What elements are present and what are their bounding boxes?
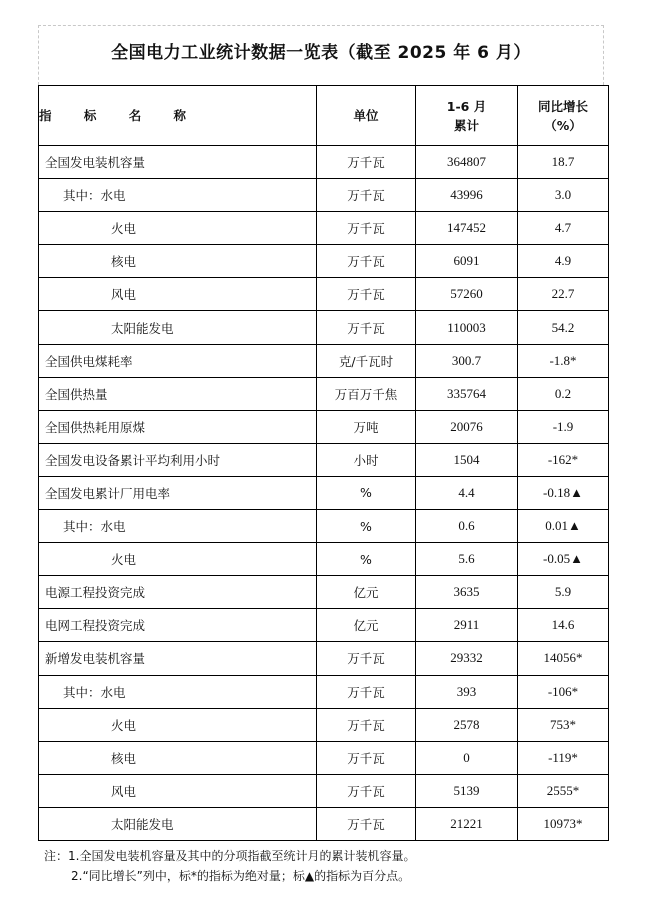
unit-cell: 万千瓦 — [317, 278, 416, 311]
unit-cell: 万千瓦 — [317, 741, 416, 774]
yoy-growth-cell: 22.7 — [518, 278, 609, 311]
indicator-name-cell: 电网工程投资完成 — [39, 609, 317, 642]
unit-cell: 万千瓦 — [317, 179, 416, 212]
cumulative-value-cell: 6091 — [416, 245, 518, 278]
unit-cell: % — [317, 543, 416, 576]
yoy-growth-cell: -0.18▲ — [518, 476, 609, 509]
yoy-growth-cell: -106* — [518, 675, 609, 708]
table-row — [39, 212, 609, 245]
table-row — [39, 510, 609, 543]
yoy-growth-cell: 54.2 — [518, 311, 609, 344]
table-body — [39, 146, 609, 841]
table-header-row — [39, 86, 609, 146]
table-row — [39, 642, 609, 675]
cumulative-value-cell: 364807 — [416, 146, 518, 179]
indicator-name-cell: 新增发电装机容量 — [39, 642, 317, 675]
yoy-growth-cell: -1.9 — [518, 410, 609, 443]
cumulative-value-cell: 393 — [416, 675, 518, 708]
indicator-name-cell: 太阳能发电 — [39, 807, 317, 840]
unit-cell: 万千瓦 — [317, 146, 416, 179]
yoy-growth-cell: 2555* — [518, 774, 609, 807]
indicator-name-cell: 火电 — [39, 543, 317, 576]
unit-cell: % — [317, 476, 416, 509]
yoy-growth-cell: -1.8* — [518, 344, 609, 377]
yoy-growth-cell: 0.01▲ — [518, 510, 609, 543]
yoy-growth-cell: 14.6 — [518, 609, 609, 642]
indicator-name-cell: 太阳能发电 — [39, 311, 317, 344]
indicator-name-cell: 电源工程投资完成 — [39, 576, 317, 609]
cumulative-value-cell: 147452 — [416, 212, 518, 245]
yoy-growth-cell: 0.2 — [518, 377, 609, 410]
cumulative-value-cell: 5.6 — [416, 543, 518, 576]
table-row — [39, 344, 609, 377]
table-row — [39, 377, 609, 410]
cumulative-value-cell: 2911 — [416, 609, 518, 642]
unit-cell: 万千瓦 — [317, 807, 416, 840]
header-unit: 单位 — [317, 86, 416, 146]
cumulative-value-cell: 29332 — [416, 642, 518, 675]
table-row — [39, 741, 609, 774]
cumulative-value-cell: 20076 — [416, 410, 518, 443]
footnote-1: 注：1.全国发电装机容量及其中的分项指截至统计月的累计装机容量。 — [44, 849, 416, 863]
table-row — [39, 311, 609, 344]
yoy-growth-cell: 10973* — [518, 807, 609, 840]
table-row — [39, 146, 609, 179]
cumulative-value-cell: 0.6 — [416, 510, 518, 543]
indicator-name-cell: 火电 — [39, 708, 317, 741]
cumulative-value-cell: 1504 — [416, 443, 518, 476]
unit-cell: 万千瓦 — [317, 774, 416, 807]
table-row — [39, 576, 609, 609]
yoy-growth-cell: -0.05▲ — [518, 543, 609, 576]
table-row — [39, 443, 609, 476]
indicator-name-cell: 其中：水电 — [39, 179, 317, 212]
unit-cell: 万百万千焦 — [317, 377, 416, 410]
table-row — [39, 278, 609, 311]
indicator-name-cell: 全国发电装机容量 — [39, 146, 317, 179]
unit-cell: 克/千瓦时 — [317, 344, 416, 377]
cumulative-value-cell: 5139 — [416, 774, 518, 807]
cumulative-value-cell: 4.4 — [416, 476, 518, 509]
indicator-name-cell: 全国发电设备累计平均利用小时 — [39, 443, 317, 476]
header-yoy: 同比增长 （%） — [518, 86, 609, 146]
table-row — [39, 543, 609, 576]
unit-cell: 亿元 — [317, 609, 416, 642]
cumulative-value-cell: 3635 — [416, 576, 518, 609]
unit-cell: 万千瓦 — [317, 311, 416, 344]
unit-cell: 亿元 — [317, 576, 416, 609]
table-row — [39, 609, 609, 642]
cumulative-value-cell: 300.7 — [416, 344, 518, 377]
yoy-growth-cell: -119* — [518, 741, 609, 774]
yoy-growth-cell: 753* — [518, 708, 609, 741]
unit-cell: % — [317, 510, 416, 543]
cumulative-value-cell: 110003 — [416, 311, 518, 344]
cumulative-value-cell: 0 — [416, 741, 518, 774]
yoy-growth-cell: 14056* — [518, 642, 609, 675]
table-row — [39, 410, 609, 443]
yoy-growth-cell: -162* — [518, 443, 609, 476]
header-cumulative: 1-6 月 累计 — [416, 86, 518, 146]
indicator-name-cell: 全国发电累计厂用电率 — [39, 476, 317, 509]
indicator-name-cell: 全国供热量 — [39, 377, 317, 410]
table-row — [39, 807, 609, 840]
cumulative-value-cell: 335764 — [416, 377, 518, 410]
unit-cell: 万千瓦 — [317, 245, 416, 278]
unit-cell: 万千瓦 — [317, 642, 416, 675]
indicator-name-cell: 核电 — [39, 245, 317, 278]
cumulative-value-cell: 21221 — [416, 807, 518, 840]
unit-cell: 万千瓦 — [317, 708, 416, 741]
indicator-name-cell: 全国供热耗用原煤 — [39, 410, 317, 443]
table-row — [39, 245, 609, 278]
statistics-table — [38, 85, 609, 841]
table-row — [39, 476, 609, 509]
indicator-name-cell: 其中：水电 — [39, 675, 317, 708]
unit-cell: 万吨 — [317, 410, 416, 443]
yoy-growth-cell: 3.0 — [518, 179, 609, 212]
table-row — [39, 774, 609, 807]
cumulative-value-cell: 57260 — [416, 278, 518, 311]
unit-cell: 万千瓦 — [317, 212, 416, 245]
unit-cell: 小时 — [317, 443, 416, 476]
table-row — [39, 179, 609, 212]
page-title: 全国电力工业统计数据一览表（截至 2025 年 6 月） — [111, 43, 531, 63]
table-row — [39, 708, 609, 741]
unit-cell: 万千瓦 — [317, 675, 416, 708]
indicator-name-cell: 全国供电煤耗率 — [39, 344, 317, 377]
yoy-growth-cell: 18.7 — [518, 146, 609, 179]
indicator-name-cell: 风电 — [39, 278, 317, 311]
indicator-name-cell: 其中：水电 — [39, 510, 317, 543]
indicator-name-cell: 核电 — [39, 741, 317, 774]
cumulative-value-cell: 2578 — [416, 708, 518, 741]
yoy-growth-cell: 4.9 — [518, 245, 609, 278]
indicator-name-cell: 火电 — [39, 212, 317, 245]
table-row — [39, 675, 609, 708]
cumulative-value-cell: 43996 — [416, 179, 518, 212]
header-indicator-name: 指 标 名 称 — [39, 86, 317, 146]
indicator-name-cell: 风电 — [39, 774, 317, 807]
yoy-growth-cell: 5.9 — [518, 576, 609, 609]
footnote-2: 2.“同比增长”列中，标*的指标为绝对量；标▲的指标为百分点。 — [71, 869, 411, 883]
footnotes — [44, 846, 415, 886]
yoy-growth-cell: 4.7 — [518, 212, 609, 245]
